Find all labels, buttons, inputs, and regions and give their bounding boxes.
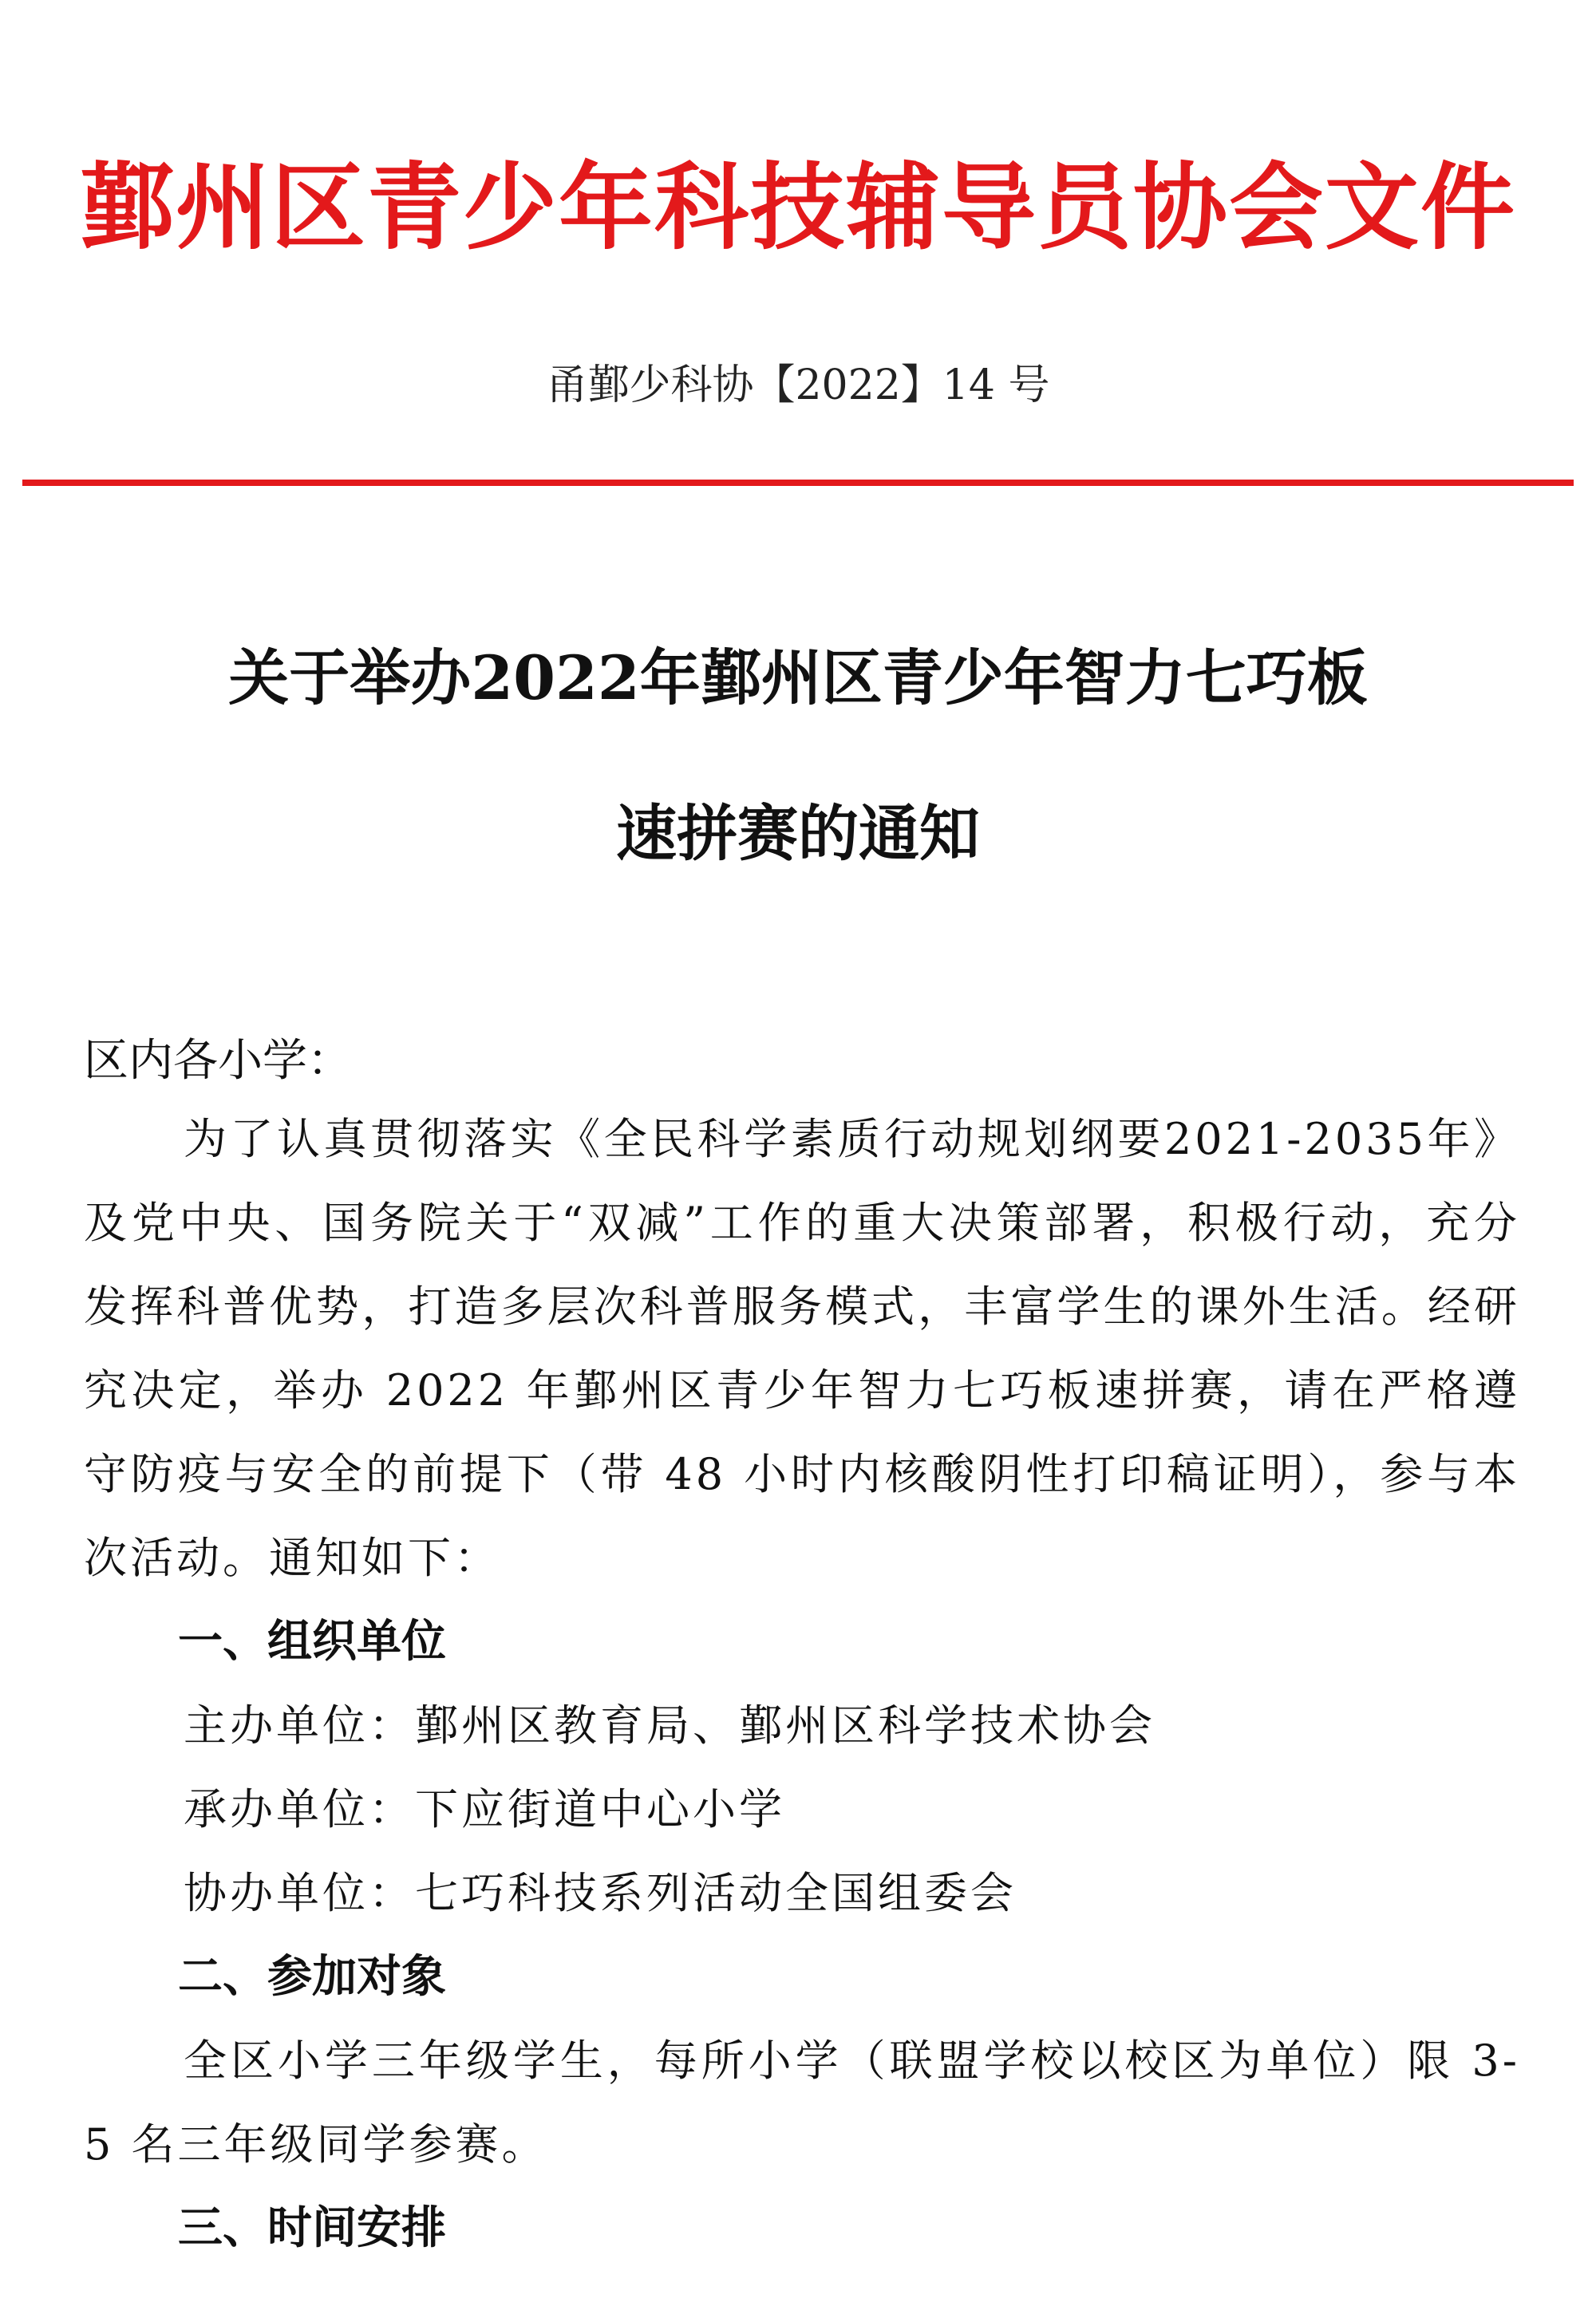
document-body [84, 1025, 1520, 2270]
host-unit: 主办单位：鄞州区教育局、鄞州区科学技术协会 [184, 1700, 1156, 1751]
salutation: 区内各小学： [84, 1035, 352, 1087]
section-heading-organization: 一、组织单位 [178, 1616, 446, 1668]
section-heading-schedule: 三、时间安排 [178, 2202, 446, 2254]
document-number: 甬鄞少科协【2022】14 号 [546, 361, 1050, 409]
letterhead-title: 鄞州区青少年科技辅导员协会文件 [79, 152, 1516, 263]
organizer-unit: 承办单位：下应街道中心小学 [184, 1784, 785, 1834]
co-organizer-unit: 协办单位：七巧科技系列活动全国组委会 [184, 1868, 1017, 1918]
participants-paragraph: 全区小学三年级学生，每所小学（联盟学校以校区为单位）限 3-5 名三年级同学参赛。 [84, 2036, 1520, 2170]
section-heading-participants: 二、参加对象 [178, 1951, 446, 2003]
intro-paragraph: 为了认真贯彻落实《全民科学素质行动规划纲要2021-2035年》及党中央、国务院关于“双减”工作的重大决策部署，积极行动，充分发挥科普优势，打造多层次科普服务模式，丰富学生的课外生活。经研究决定，举办 2022 年鄞州区青少年智力七巧板速拼赛，请在严格遵守防疫与安全的前提下（带 48 小时内核酸阴性打印稿证明），参与本次活动。通知如下： [84, 1114, 1520, 1583]
notice-title-line-2: 速拼赛的通知 [616, 798, 980, 869]
notice-title-line-1: 关于举办2022年鄞州区青少年智力七巧板 [228, 642, 1368, 713]
red-divider-line [22, 480, 1574, 486]
